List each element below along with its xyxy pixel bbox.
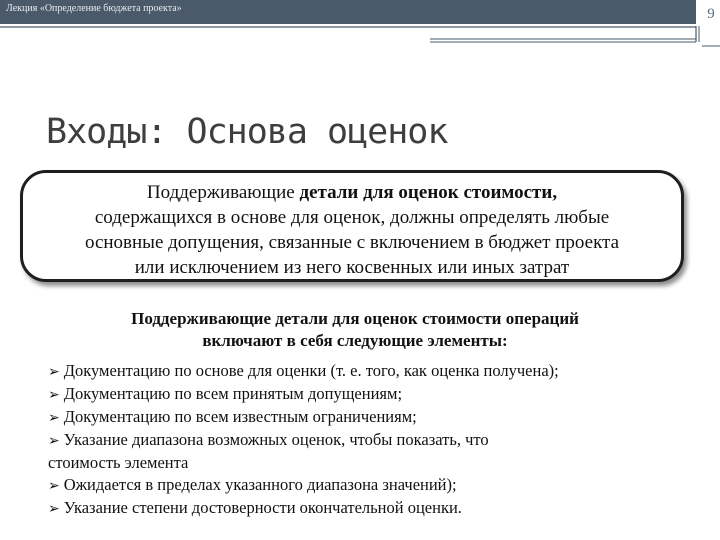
list-item xyxy=(48,497,688,520)
list-item-text: Документацию по всем принятым допущениям; xyxy=(63,384,403,403)
arrow-bullet-icon: ➢ xyxy=(48,433,60,449)
page-number: 9 xyxy=(707,6,715,22)
list-item xyxy=(48,474,688,497)
list-item-text: Ожидается в пределах указанного диапазона значений); xyxy=(63,475,457,494)
callout-line-4: или исключением из него косвенных или иных затрат xyxy=(134,257,570,278)
arrow-bullet-icon: ➢ xyxy=(48,387,60,403)
list-item-text: Указание степени достоверности окончательной оценки. xyxy=(63,498,462,517)
subheading-line-2: включают в себя следующие элементы: xyxy=(202,331,508,350)
list-item xyxy=(48,406,688,429)
callout-line-1-pre: Поддерживающие xyxy=(146,182,300,203)
callout-line-2: содержащихся в основе для оценок, должны определять любые xyxy=(94,207,610,228)
list-item xyxy=(48,429,688,452)
list-item-continuation xyxy=(48,452,688,474)
arrow-bullet-icon: ➢ xyxy=(48,501,60,517)
list-item xyxy=(48,383,688,406)
subheading xyxy=(40,308,670,352)
arrow-bullet-icon: ➢ xyxy=(48,478,60,494)
list-item-text: стоимость элемента xyxy=(48,453,189,472)
bullet-list xyxy=(48,360,688,520)
arrow-bullet-icon: ➢ xyxy=(48,410,60,426)
header-accent-lines xyxy=(0,26,720,56)
header-title: Лекция «Определение бюджета проекта» xyxy=(6,3,182,14)
callout-line-1-bold: детали для оценок стоимости, xyxy=(299,182,558,203)
header-bar xyxy=(0,0,696,24)
list-item-text: Указание диапазона возможных оценок, чтобы показать, что xyxy=(63,430,489,449)
list-item-text: Документацию по основе для оценки (т. е. того, как оценка получена); xyxy=(63,361,559,380)
list-item xyxy=(48,360,688,383)
callout-text xyxy=(20,180,684,280)
arrow-bullet-icon: ➢ xyxy=(48,364,60,380)
callout-line-3: основные допущения, связанные с включением в бюджет проекта xyxy=(84,232,620,253)
callout-line-1 xyxy=(20,180,684,205)
subheading-line-1: Поддерживающие детали для оценок стоимости операций xyxy=(131,309,579,328)
slide-title: Входы: Основа оценок xyxy=(46,112,448,152)
list-item-text: Документацию по всем известным ограничениям; xyxy=(63,407,417,426)
